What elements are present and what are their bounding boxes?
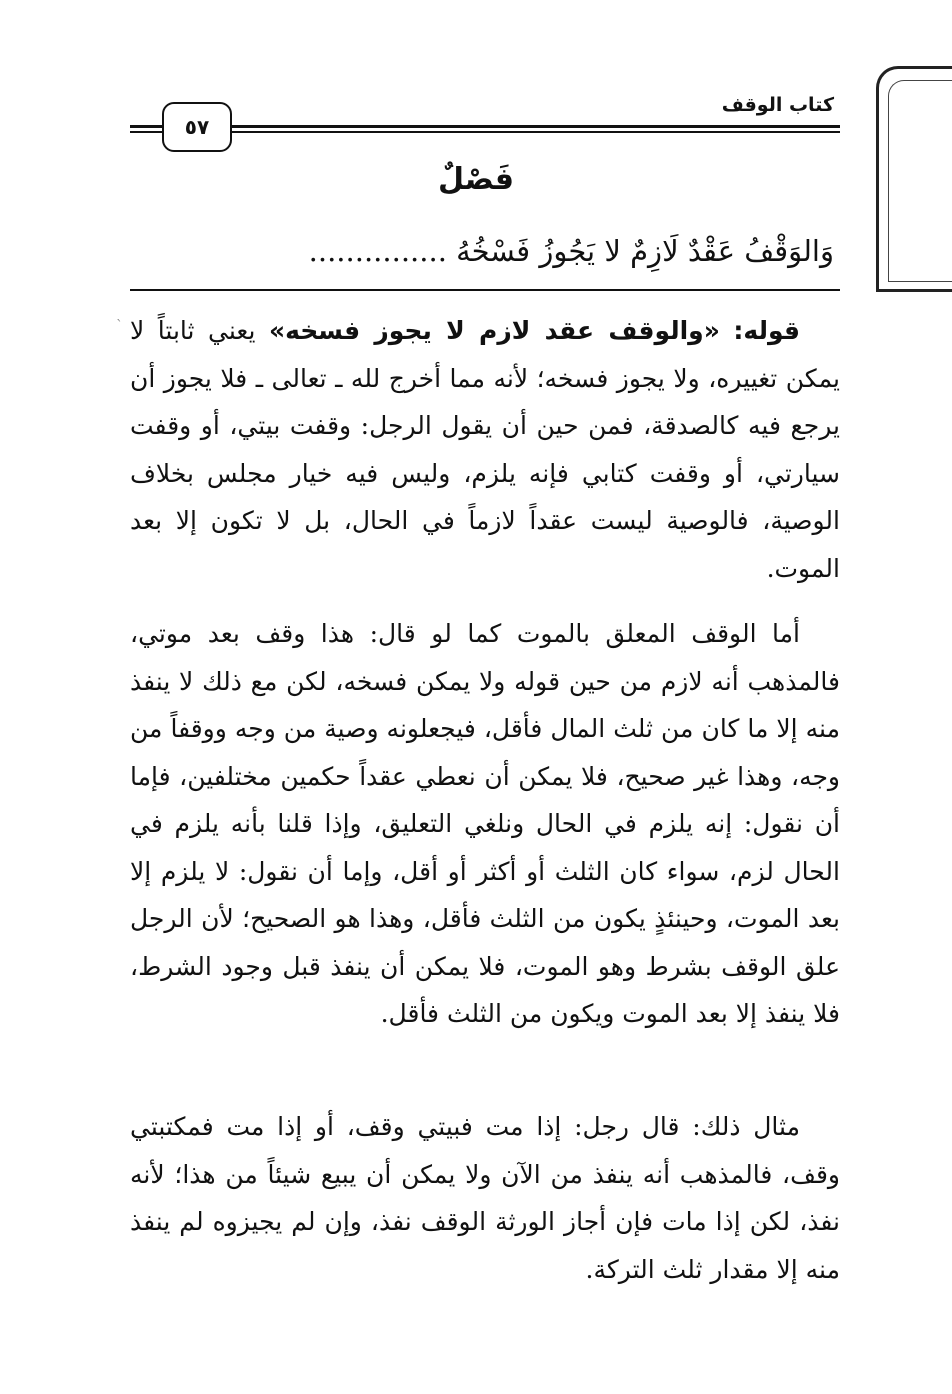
commentary-lead: قوله: xyxy=(733,316,800,345)
page-number: ٥٧ xyxy=(184,115,210,139)
commentary-quote: «والوقف عقد لازم لا يجوز فسخه» xyxy=(268,316,720,345)
header-rule-left-thin xyxy=(130,131,164,133)
stray-mark: ` xyxy=(116,318,123,334)
commentary-paragraph-1-text: يعني ثابتاً لا يمكن تغييره، ولا يجوز فسخه؛ لأنه مما أخرج لله ـ تعالى ـ فلا يجوز أن يرجع فيه كالصدقة، فمن حين أن يقول الرجل: وقفت بيتي، أو وقفت سيارتي، أو وقفت كتابي فإنه يلزم، وليس فيه خيار مجلس بخلاف الوصية، فالوصية ليست عقداً لازماً في الحال، بل لا تكون إلا بعد الموت. xyxy=(130,316,840,583)
running-header-title: كتاب الوقف xyxy=(721,94,834,116)
header-rule-thick xyxy=(232,125,840,128)
commentary-paragraph-1 xyxy=(130,307,840,592)
commentary-paragraph-2: أما الوقف المعلق بالموت كما لو قال: هذا وقف بعد موتي، فالمذهب أنه لازم من حين قوله ولا يمكن فسخه، لكن مع ذلك لا ينفذ منه إلا ما كان من ثلث المال فأقل، فيجعلونه وصية من وجه ووقفاً من وجه، وهذا غير صحيح، فلا يمكن أن نعطي عقداً حكمين مختلفين، فإما أن نقول: إنه يلزم في الحال ونلغي التعليق، وإذا قلنا بأنه يلزم في الحال لزم، سواء كان الثلث أو أكثر أو أقل، وإما أن نقول: لا يلزم إلا بعد الموت، وحينئذٍ يكون من الثلث فأقل، وهذا هو الصحيح؛ لأن الرجل علق الوقف بشرط وهو الموت، فلا يمكن أن ينفذ قبل وجود الشرط، فلا ينفذ إلا بعد الموت ويكون من الثلث فأقل. xyxy=(130,619,841,1028)
page-number-badge xyxy=(162,102,232,152)
header-rule-thin xyxy=(232,131,840,133)
matn-text: وَالوَقْفُ عَقْدٌ لَازِمٌ لا يَجُوزُ فَسْخُهُ ............... xyxy=(308,234,834,268)
section-title: فَصْلٌ xyxy=(438,162,514,197)
header-rule-left-thick xyxy=(130,125,164,128)
commentary-paragraph-3: مثال ذلك: قال رجل: إذا مت فبيتي وقف، أو إذا مت فمكتبتي وقف، فالمذهب أنه ينفذ من الآن ولا يمكن أن يبيع شيئاً من هذا؛ لأنه نفذ، لكن إذا مات فإن أجاز الورثة الوقف نفذ، وإن لم يجيزوه لم ينفذ منه إلا مقدار ثلث التركة. xyxy=(130,1112,840,1284)
matn-divider xyxy=(130,289,840,291)
